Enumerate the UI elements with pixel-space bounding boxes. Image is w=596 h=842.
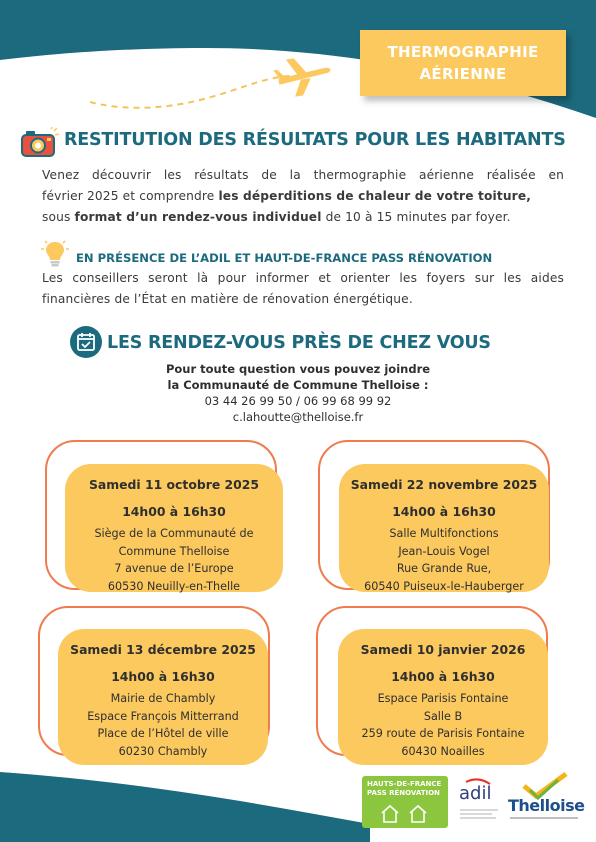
appointment-date: Samedi 10 janvier 2026	[360, 642, 526, 657]
intro-paragraph	[42, 165, 564, 228]
appointment-date: Samedi 22 novembre 2025	[350, 477, 538, 492]
intro-line-2-text: février 2025 et comprendre	[42, 189, 219, 203]
adil-logo	[456, 778, 502, 826]
section-title-rendez-vous: LES RENDEZ-VOUS PRÈS DE CHEZ VOUS	[107, 333, 491, 353]
thelloise-logo	[506, 772, 585, 824]
appointment-city: 60540 Puiseux-le-Hauberger	[364, 579, 524, 593]
appointment-date: Samedi 13 décembre 2025	[70, 642, 256, 657]
conseillers-paragraph: Les conseillers seront là pour informer et orienter les foyers sur les aides financières de l’État en matière de rénovation énergétique.	[42, 271, 564, 306]
intro-line-1: Venez découvrir les résultats de la thermographie aérienne réalisée en	[42, 168, 564, 182]
pass-logo-line1: HAUTS-DE-FRANCE	[367, 780, 442, 788]
thermographie-banner	[360, 30, 566, 96]
intro-line-3-text: sous	[42, 210, 75, 224]
section-title-adil: EN PRÉSENCE DE L’ADIL ET HAUT-DE-FRANCE PASS RÉNOVATION	[76, 251, 493, 265]
appointment-hours: 14h00 à 16h30	[392, 503, 496, 519]
contact-email[interactable]: c.lahoutte@thelloise.fr	[232, 410, 364, 424]
airplane-icon	[90, 50, 350, 130]
appointment-card-4	[338, 629, 548, 765]
pass-renovation-logo	[362, 776, 448, 828]
adil-logo-name: adil	[459, 783, 492, 804]
intro-line-2-bold: les déperditions de chaleur de votre toiture,	[218, 189, 532, 203]
appointment-place: Mairie de Chambly	[110, 692, 216, 705]
calendar-icon	[70, 326, 102, 358]
contact-block	[0, 361, 596, 425]
intro-line-3-bold: format d’un rendez-vous individuel	[74, 210, 322, 224]
appointment-place: Salle Multifonctions	[389, 527, 499, 540]
camera-icon	[20, 127, 60, 161]
appointment-place: Espace François Mitterrand	[87, 709, 239, 723]
house-icon	[378, 801, 432, 825]
appointment-card-1	[65, 464, 283, 592]
intro-line-2	[42, 186, 564, 207]
appointment-city: 60230 Chambly	[118, 744, 208, 758]
appointment-place: Espace Parisis Fontaine	[377, 692, 509, 705]
thelloise-logo-name: Thelloise	[508, 796, 585, 815]
contact-line-2: la Communauté de Commune Thelloise :	[167, 378, 429, 392]
intro-line-3-end: de 10 à 15 minutes par foyer.	[321, 210, 511, 224]
appointment-hours: 14h00 à 16h30	[391, 668, 495, 684]
appointment-city: 60530 Neuilly-en-Thelle	[107, 579, 241, 593]
appointment-hours: 14h00 à 16h30	[122, 503, 226, 519]
appointment-address: Rue Grande Rue,	[396, 562, 492, 575]
appointment-place: Siège de la Communauté de	[94, 527, 254, 540]
intro-line-3	[42, 207, 564, 228]
contact-line-1: Pour toute question vous pouvez joindre	[165, 362, 431, 376]
appointment-date: Samedi 11 octobre 2025	[88, 477, 260, 492]
appointment-city: 60430 Noailles	[401, 744, 485, 758]
appointment-hours: 14h00 à 16h30	[111, 668, 215, 684]
appointment-place: Jean-Louis Vogel	[398, 544, 490, 558]
pass-logo-line2: PASS RÉNOVATION	[367, 789, 440, 797]
banner-line2: AÉRIENNE	[419, 65, 507, 83]
appointment-address: 259 route de Parisis Fontaine	[361, 727, 525, 740]
section-title-restitution: RESTITUTION DES RÉSULTATS POUR LES HABITANTS	[64, 130, 566, 150]
appointment-address: 7 avenue de l’Europe	[114, 562, 234, 575]
appointment-place: Salle B	[423, 709, 463, 723]
contact-phone[interactable]: 03 44 26 99 50 / 06 99 68 99 92	[204, 394, 392, 408]
appointment-address: Place de l’Hôtel de ville	[97, 727, 229, 740]
appointment-card-2	[339, 464, 549, 592]
banner-line1: THERMOGRAPHIE	[387, 43, 539, 61]
lightbulb-icon	[40, 238, 70, 268]
appointment-place: Commune Thelloise	[118, 544, 230, 558]
appointment-card-3	[58, 629, 268, 765]
